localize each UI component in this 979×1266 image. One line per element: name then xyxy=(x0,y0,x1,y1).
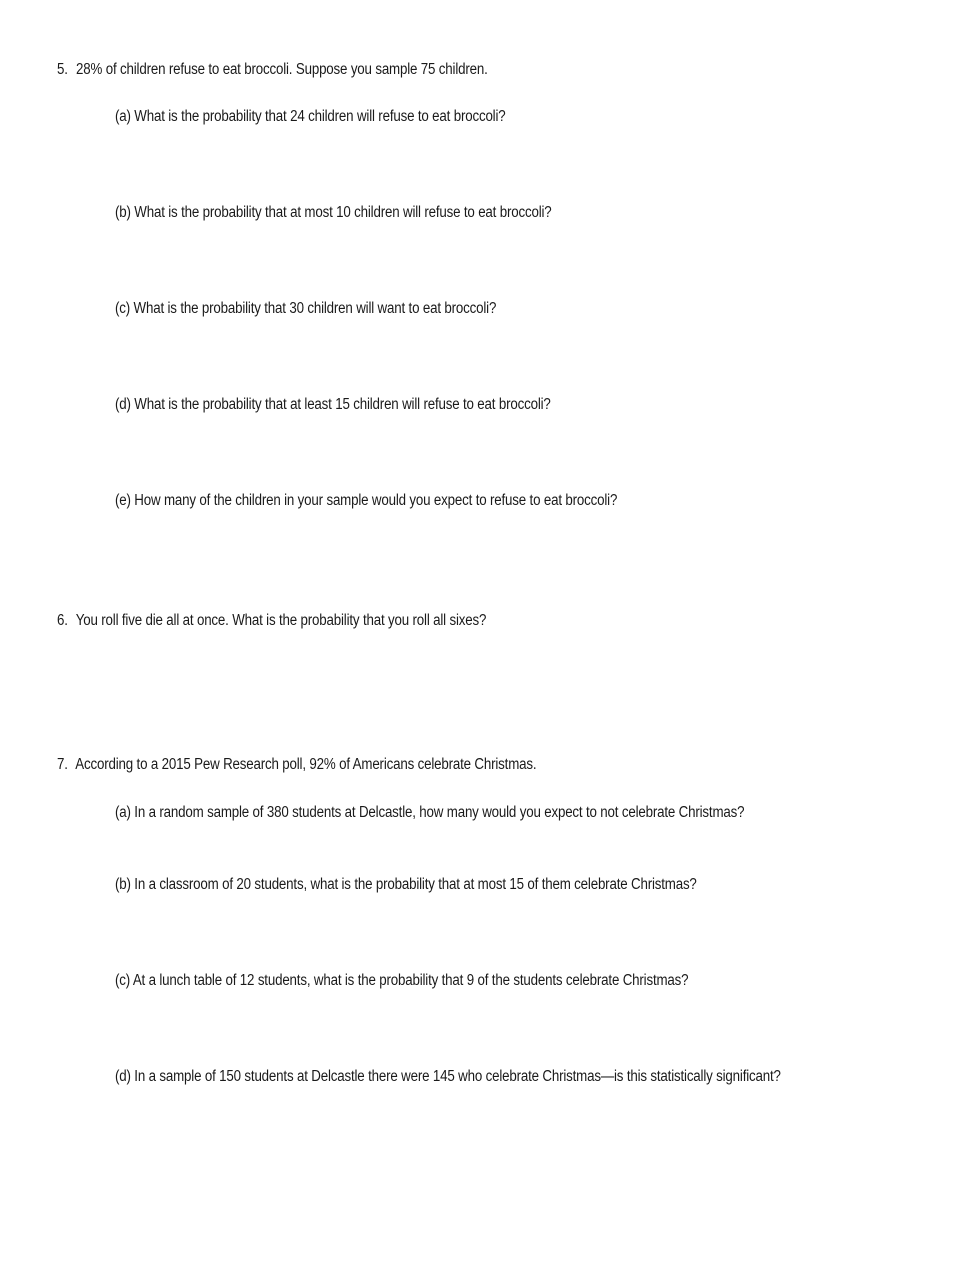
question-5-part-d: (d) What is the probability that at least 15 children will refuse to eat broccoli? xyxy=(115,396,551,413)
question-7-part-c: (c) At a lunch table of 12 students, what is the probability that 9 of the students celebrate Christmas? xyxy=(115,972,689,989)
question-7 xyxy=(57,755,536,775)
question-6 xyxy=(57,611,486,631)
question-7-part-b: (b) In a classroom of 20 students, what is the probability that at most 15 of them celebrate Christmas? xyxy=(115,876,697,893)
question-5 xyxy=(57,60,488,80)
question-5-part-b: (b) What is the probability that at most 10 children will refuse to eat broccoli? xyxy=(115,204,552,221)
question-7-part-d: (d) In a sample of 150 students at Delcastle there were 145 who celebrate Christmas—is this statistically significant? xyxy=(115,1068,781,1085)
question-text: You roll five die all at once. What is the probability that you roll all sixes? xyxy=(75,612,487,629)
question-5-part-e: (e) How many of the children in your sample would you expect to refuse to eat broccoli? xyxy=(115,492,618,509)
question-5-part-a: (a) What is the probability that 24 children will refuse to eat broccoli? xyxy=(115,108,506,125)
question-text: 28% of children refuse to eat broccoli. Suppose you sample 75 children. xyxy=(76,61,488,78)
question-7-part-a: (a) In a random sample of 380 students at Delcastle, how many would you expect to not celebrate Christmas? xyxy=(115,804,745,821)
question-number: 6. xyxy=(57,612,68,629)
question-text: According to a 2015 Pew Research poll, 92% of Americans celebrate Christmas. xyxy=(75,756,537,773)
question-number: 5. xyxy=(57,61,68,78)
question-number: 7. xyxy=(57,756,68,773)
question-5-part-c: (c) What is the probability that 30 children will want to eat broccoli? xyxy=(115,300,497,317)
